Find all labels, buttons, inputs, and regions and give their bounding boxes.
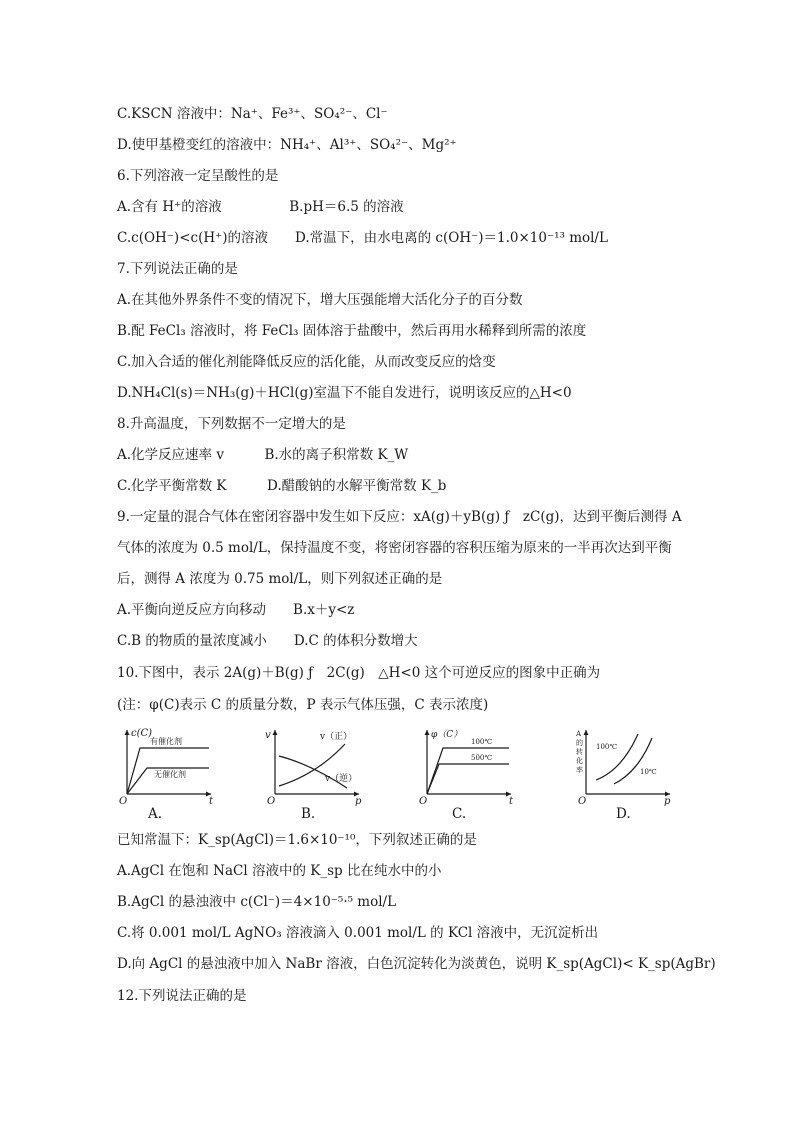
figure-d-ylabel-3: 转	[576, 748, 583, 756]
figure-b-caption: B.	[301, 806, 316, 822]
figure-d	[576, 726, 676, 807]
figure-c-label-100: 100℃	[471, 738, 493, 746]
figure-c-origin: O	[419, 796, 428, 807]
question-9-line-1: 9.一定量的混合气体在密闭容器中发生如下反应：xA(g)＋yB(g) ƒ zC(g)，达到平衡后测得 A	[117, 509, 682, 525]
figure-a-ylabel: c(C)	[131, 728, 153, 739]
option-5d: D.使甲基橙变红的溶液中：NH₄⁺、Al³⁺、SO₄²⁻、Mg²⁺	[117, 137, 457, 153]
figure-c	[417, 726, 517, 807]
figure-a-origin: O	[119, 796, 128, 807]
figure-a	[117, 726, 217, 807]
options-6cd: C.c(OH⁻)<c(H⁺)的溶液 D.常温下，由水电离的 c(OH⁻)＝1.0×10⁻¹³ mol/L	[117, 230, 608, 246]
question-11: 已知常温下：K_sp(AgCl)＝1.6×10⁻¹⁰，下列叙述正确的是	[117, 832, 477, 848]
question-12: 12.下列说法正确的是	[117, 988, 247, 1004]
option-7b: B.配 FeCl₃ 溶液时，将 FeCl₃ 固体溶于盐酸中，然后再用水稀释到所需的浓度	[117, 323, 587, 339]
figure-d-ylabel-5: 率	[576, 766, 583, 774]
figure-a-caption: A.	[148, 806, 163, 822]
question-10-note: (注：φ(C)表示 C 的质量分数，P 表示气体压强，C 表示浓度)	[117, 697, 489, 713]
question-6: 6.下列溶液一定呈酸性的是	[117, 168, 279, 184]
figure-a-lower-label: 无催化剂	[154, 770, 186, 779]
options-9ab: A.平衡向逆反应方向移动 B.x＋y<z	[117, 602, 355, 618]
options-6ab: A.含有 H⁺的溶液 B.pH＝6.5 的溶液	[117, 199, 404, 215]
question-7: 7.下列说法正确的是	[117, 261, 238, 277]
option-7a: A.在其他外界条件不变的情况下，增大压强能增大活化分子的百分数	[117, 292, 523, 308]
option-11c: C.将 0.001 mol/L AgNO₃ 溶液滴入 0.001 mol/L 的 KCl 溶液中，无沉淀析出	[117, 925, 599, 941]
figure-b-xlabel: p	[355, 796, 362, 807]
question-10: 10.下图中，表示 2A(g)＋B(g) ƒ 2C(g) △H<0 这个可逆反应的图象中正确为	[117, 665, 601, 681]
figure-b	[265, 726, 365, 807]
figure-d-origin: O	[578, 796, 587, 807]
figure-d-ylabel-2: 的	[576, 739, 583, 747]
question-8: 8.升高温度，下列数据不一定增大的是	[117, 416, 346, 432]
option-11b: B.AgCl 的悬浊液中 c(Cl⁻)＝4×10⁻⁵·⁵ mol/L	[117, 894, 397, 910]
options-8cd: C.化学平衡常数 K D.醋酸钠的水解平衡常数 K_b	[117, 478, 447, 494]
figure-d-label-10: 10℃	[640, 768, 657, 776]
figure-c-ylabel: φ（C）	[431, 730, 463, 740]
option-11d: D.向 AgCl 的悬浊液中加入 NaBr 溶液，白色沉淀转化为淡黄色，说明 K_sp(AgCl)< K_sp(AgBr)	[117, 956, 716, 972]
figure-a-xlabel: t	[209, 796, 214, 807]
option-7c: C.加入合适的催化剂能降低反应的活化能，从而改变反应的焓变	[117, 354, 496, 370]
option-11a: A.AgCl 在饱和 NaCl 溶液中的 K_sp 比在纯水中的小	[117, 863, 442, 879]
figure-b-origin: O	[267, 796, 276, 807]
question-9-line-2: 气体的浓度为 0.5 mol/L，保持温度不变，将密闭容器的容积压缩为原来的一半再次达到平衡	[117, 540, 672, 556]
figure-d-caption: D.	[616, 806, 631, 822]
options-8ab: A.化学反应速率 v B.水的离子积常数 K_W	[117, 447, 409, 463]
option-7d: D.NH₄Cl(s)＝NH₃(g)＋HCl(g)室温下不能自发进行，说明该反应的△H<0	[117, 385, 572, 401]
figure-c-caption: C.	[452, 806, 467, 822]
figure-a-upper-label: 有催化剂	[150, 737, 182, 746]
option-5c: C.KSCN 溶液中：Na⁺、Fe³⁺、SO₄²⁻、Cl⁻	[117, 106, 388, 122]
figure-c-xlabel: t	[509, 796, 514, 807]
figure-d-ylabel-4: 化	[576, 757, 583, 765]
figure-b-ylabel: v	[265, 730, 271, 741]
figure-c-label-500: 500℃	[471, 754, 493, 762]
figure-d-label-100: 100℃	[596, 743, 618, 751]
figure-b-forward-label: v（正）	[320, 732, 353, 742]
figure-d-xlabel: p	[664, 796, 671, 807]
options-9cd: C.B 的物质的量浓度减小 D.C 的体积分数增大	[117, 633, 418, 649]
figure-b-reverse-label: v（逆）	[325, 774, 358, 784]
figure-d-ylabel-1: A	[576, 730, 582, 738]
question-9-line-3: 后，测得 A 浓度为 0.75 mol/L，则下列叙述正确的是	[117, 571, 443, 587]
